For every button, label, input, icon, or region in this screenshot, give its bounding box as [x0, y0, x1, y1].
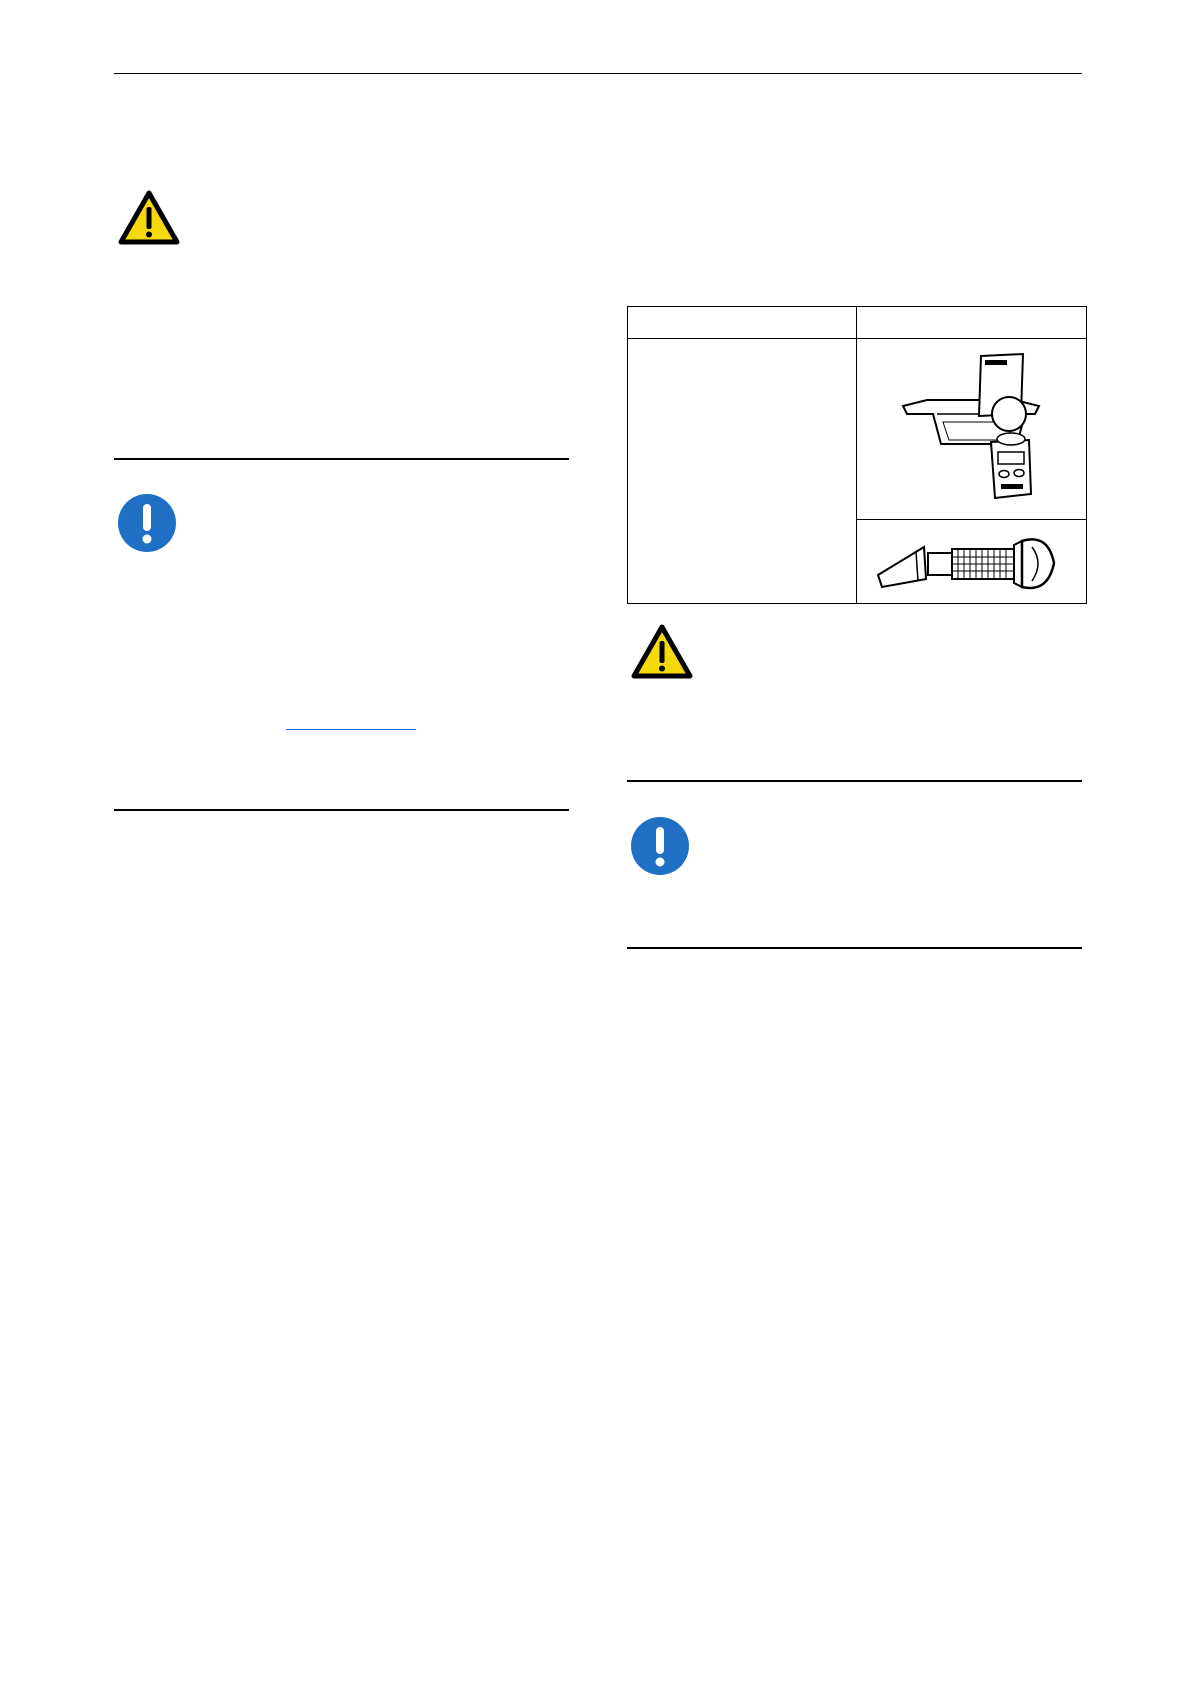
notice-exclamation-icon	[117, 493, 177, 553]
equipment-table	[627, 306, 1087, 604]
section-divider	[627, 780, 1082, 782]
table-row	[628, 339, 1087, 520]
refractometer-digital-kit-image	[897, 344, 1047, 514]
table-cell-image	[857, 339, 1087, 520]
warning-triangle-icon	[631, 624, 693, 680]
table-cell-label	[628, 339, 857, 604]
notice-exclamation-icon	[630, 816, 690, 876]
hyperlink-underline[interactable]	[286, 729, 416, 730]
table-header-row	[628, 307, 1087, 339]
header-rule	[114, 73, 1082, 74]
table-cell-image	[857, 520, 1087, 604]
section-divider	[627, 947, 1082, 949]
table-header-cell	[628, 307, 857, 339]
section-divider	[114, 809, 569, 811]
refractometer-optical-image	[872, 527, 1072, 597]
table-header-cell	[857, 307, 1087, 339]
section-divider	[114, 458, 569, 460]
warning-triangle-icon	[118, 190, 180, 246]
